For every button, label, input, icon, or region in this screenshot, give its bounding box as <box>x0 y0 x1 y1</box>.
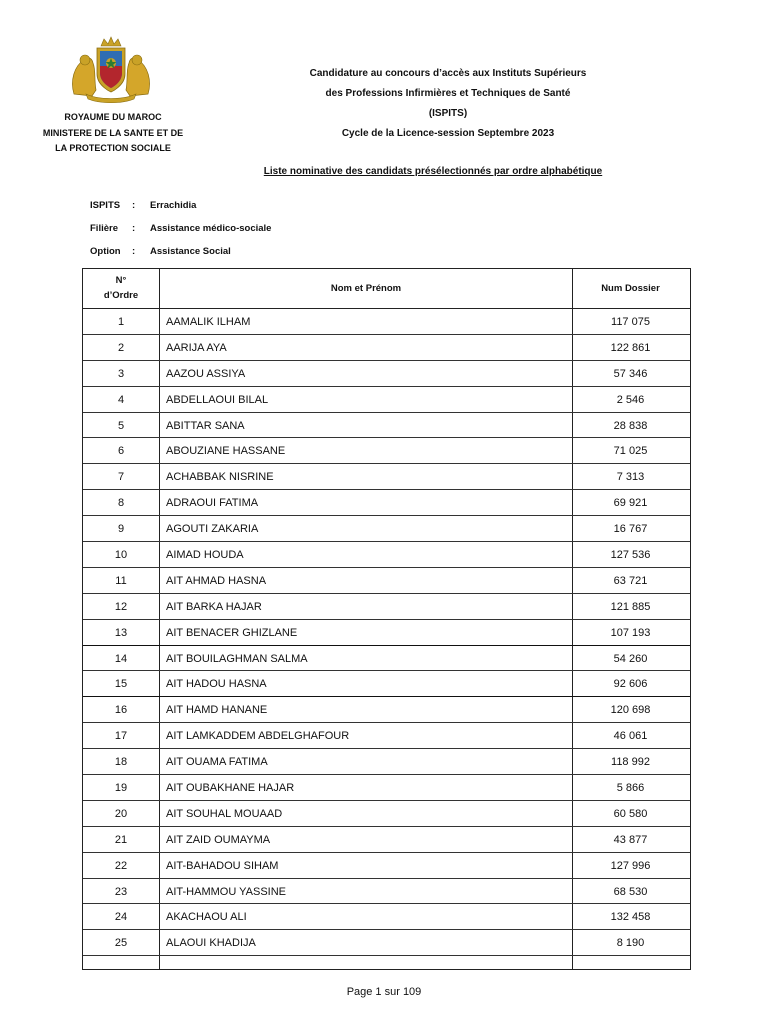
row-candidate-name: AIT OUBAKHANE HAJAR <box>166 782 295 795</box>
row-candidate-name: ABDELLAOUI BILAL <box>166 393 269 406</box>
table-row <box>83 335 690 361</box>
row-dossier-number: 120 698 <box>610 704 651 717</box>
row-order-number: 16 <box>114 704 128 717</box>
row-dossier-number: 127 536 <box>610 549 651 562</box>
row-order-number: 24 <box>114 911 128 924</box>
header-order-line: d’Ordre <box>103 290 139 301</box>
row-order-number: 23 <box>114 885 128 898</box>
row-order-number: 8 <box>117 497 125 510</box>
table-row <box>83 904 690 930</box>
row-order-number: 13 <box>114 626 128 639</box>
row-dossier-number: 7 313 <box>616 471 645 484</box>
row-dossier-number: 69 921 <box>613 497 648 510</box>
table-row <box>83 697 690 723</box>
meta-label: Filière <box>90 223 118 234</box>
row-dossier-number: 5 866 <box>616 782 645 795</box>
row-order-number: 7 <box>117 471 125 484</box>
row-order-number: 25 <box>114 937 128 950</box>
row-candidate-name: AARIJA AYA <box>166 341 227 354</box>
title-line: des Professions Infirmières et Techniques de Santé <box>325 88 571 99</box>
table-row <box>83 671 690 697</box>
row-dossier-number: 122 861 <box>610 341 651 354</box>
table-row <box>83 516 690 542</box>
table-row <box>83 930 690 956</box>
row-order-number: 11 <box>115 574 127 587</box>
table-row <box>83 438 690 464</box>
row-dossier-number: 92 606 <box>613 678 648 691</box>
meta-row-option <box>90 240 271 263</box>
meta-label: Option <box>90 246 121 257</box>
row-order-number: 10 <box>114 549 128 562</box>
row-order-number: 21 <box>114 833 128 846</box>
table-row <box>83 542 690 568</box>
table-header <box>83 269 690 309</box>
table-row <box>83 646 690 672</box>
table-row <box>83 413 690 439</box>
row-order-number: 2 <box>117 341 125 354</box>
document-title <box>280 64 616 144</box>
row-candidate-name: AIT AHMAD HASNA <box>166 574 267 587</box>
row-dossier-number: 46 061 <box>613 730 648 743</box>
row-candidate-name: ALAOUI KHADIJA <box>166 937 256 950</box>
meta-value: Assistance médico-sociale <box>150 223 272 234</box>
table-row <box>83 361 690 387</box>
table-row <box>83 309 690 335</box>
row-dossier-number: 28 838 <box>613 419 648 432</box>
row-dossier-number: 127 996 <box>610 859 651 872</box>
row-dossier-number: 132 458 <box>610 911 651 924</box>
org-line: MINISTERE DE LA SANTE ET DE <box>42 127 184 138</box>
table-row <box>83 464 690 490</box>
meta-value: Assistance Social <box>150 246 231 257</box>
row-dossier-number: 117 075 <box>611 316 650 328</box>
row-candidate-name: AAMALIK ILHAM <box>166 316 251 328</box>
row-order-number: 3 <box>117 367 125 380</box>
header-order <box>83 269 159 307</box>
row-order-number: 22 <box>114 859 128 872</box>
row-order-number: 6 <box>117 445 125 458</box>
table-body <box>83 309 690 956</box>
row-dossier-number: 68 530 <box>613 885 648 898</box>
table-row <box>83 620 690 646</box>
org-line: ROYAUME DU MAROC <box>64 112 162 122</box>
title-line: Candidature au concours d’accès aux Instituts Supérieurs <box>309 68 587 79</box>
row-dossier-number: 43 877 <box>613 833 648 846</box>
header-name: Nom et Prénom <box>330 282 402 294</box>
coat-of-arms-emblem <box>66 36 156 104</box>
row-candidate-name: AIT HAMD HANANE <box>166 704 268 717</box>
page-number: Page 1 sur 109 <box>346 986 422 998</box>
table-row <box>83 749 690 775</box>
row-candidate-name: ABOUZIANE HASSANE <box>166 445 286 458</box>
row-candidate-name: ABITTAR SANA <box>166 419 245 432</box>
row-dossier-number: 2 546 <box>616 393 645 406</box>
row-order-number: 15 <box>114 678 128 691</box>
meta-separator: : <box>132 223 136 234</box>
table-row <box>83 853 690 879</box>
list-title: Liste nominative des candidats présélectionnés par ordre alphabétique <box>263 166 603 177</box>
row-dossier-number: 8 190 <box>616 937 645 950</box>
title-line: Cycle de la Licence-session Septembre 2023 <box>341 128 555 139</box>
row-dossier-number: 63 721 <box>613 574 648 587</box>
candidates-table <box>82 268 691 970</box>
row-candidate-name: AIT ZAID OUMAYMA <box>166 833 271 846</box>
meta-separator: : <box>132 246 136 257</box>
table-row <box>83 568 690 594</box>
ministry-name <box>40 110 186 157</box>
org-line: LA PROTECTION SOCIALE <box>55 143 171 153</box>
row-candidate-name: AGOUTI ZAKARIA <box>166 523 259 536</box>
table-row <box>83 879 690 905</box>
meta-separator: : <box>132 200 136 211</box>
meta-label: ISPITS <box>90 200 121 211</box>
table-row <box>83 594 690 620</box>
row-candidate-name: AIT BARKA HAJAR <box>166 600 262 613</box>
header-dossier: Num Dossier <box>601 282 660 294</box>
meta-row-ispits <box>90 194 271 217</box>
row-order-number: 5 <box>117 419 125 432</box>
row-candidate-name: AIMAD HOUDA <box>166 549 244 562</box>
table-row <box>83 775 690 801</box>
table-row <box>83 723 690 749</box>
row-candidate-name: AIT-BAHADOU SIHAM <box>166 859 279 872</box>
row-order-number: 19 <box>114 782 128 795</box>
table-row <box>83 801 690 827</box>
row-order-number: 20 <box>114 807 128 820</box>
row-dossier-number: 57 346 <box>613 367 648 380</box>
row-order-number: 14 <box>114 652 128 665</box>
meta-info <box>90 194 271 263</box>
title-line: (ISPITS) <box>428 108 468 119</box>
row-dossier-number: 118 992 <box>611 756 650 769</box>
row-candidate-name: AKACHAOU ALI <box>166 911 247 924</box>
row-candidate-name: AIT HADOU HASNA <box>166 678 267 691</box>
row-order-number: 1 <box>117 316 125 328</box>
row-candidate-name: AIT-HAMMOU YASSINE <box>166 885 287 898</box>
row-candidate-name: AAZOU ASSIYA <box>166 367 246 380</box>
table-row <box>83 387 690 413</box>
row-order-number: 4 <box>117 393 125 406</box>
row-dossier-number: 71 025 <box>613 445 648 458</box>
row-order-number: 18 <box>114 756 128 769</box>
row-candidate-name: ADRAOUI FATIMA <box>166 497 259 510</box>
meta-value: Errachidia <box>150 200 197 211</box>
row-candidate-name: AIT BENACER GHIZLANE <box>166 626 298 639</box>
row-order-number: 12 <box>114 600 128 613</box>
meta-row-filiere <box>90 217 271 240</box>
table-row <box>83 490 690 516</box>
row-dossier-number: 16 767 <box>613 523 648 536</box>
row-candidate-name: AIT BOUILAGHMAN SALMA <box>166 652 308 665</box>
row-candidate-name: AIT SOUHAL MOUAAD <box>166 807 283 820</box>
row-dossier-number: 107 193 <box>610 626 651 639</box>
row-order-number: 17 <box>114 730 128 743</box>
row-dossier-number: 54 260 <box>613 652 648 665</box>
row-candidate-name: AIT OUAMA FATIMA <box>166 756 268 769</box>
row-dossier-number: 121 885 <box>610 600 651 613</box>
table-row <box>83 827 690 853</box>
row-candidate-name: AIT LAMKADDEM ABDELGHAFOUR <box>166 730 350 743</box>
row-dossier-number: 60 580 <box>613 807 648 820</box>
header-order-line: N° <box>115 275 127 286</box>
row-order-number: 9 <box>117 523 125 536</box>
row-candidate-name: ACHABBAK NISRINE <box>166 471 274 484</box>
